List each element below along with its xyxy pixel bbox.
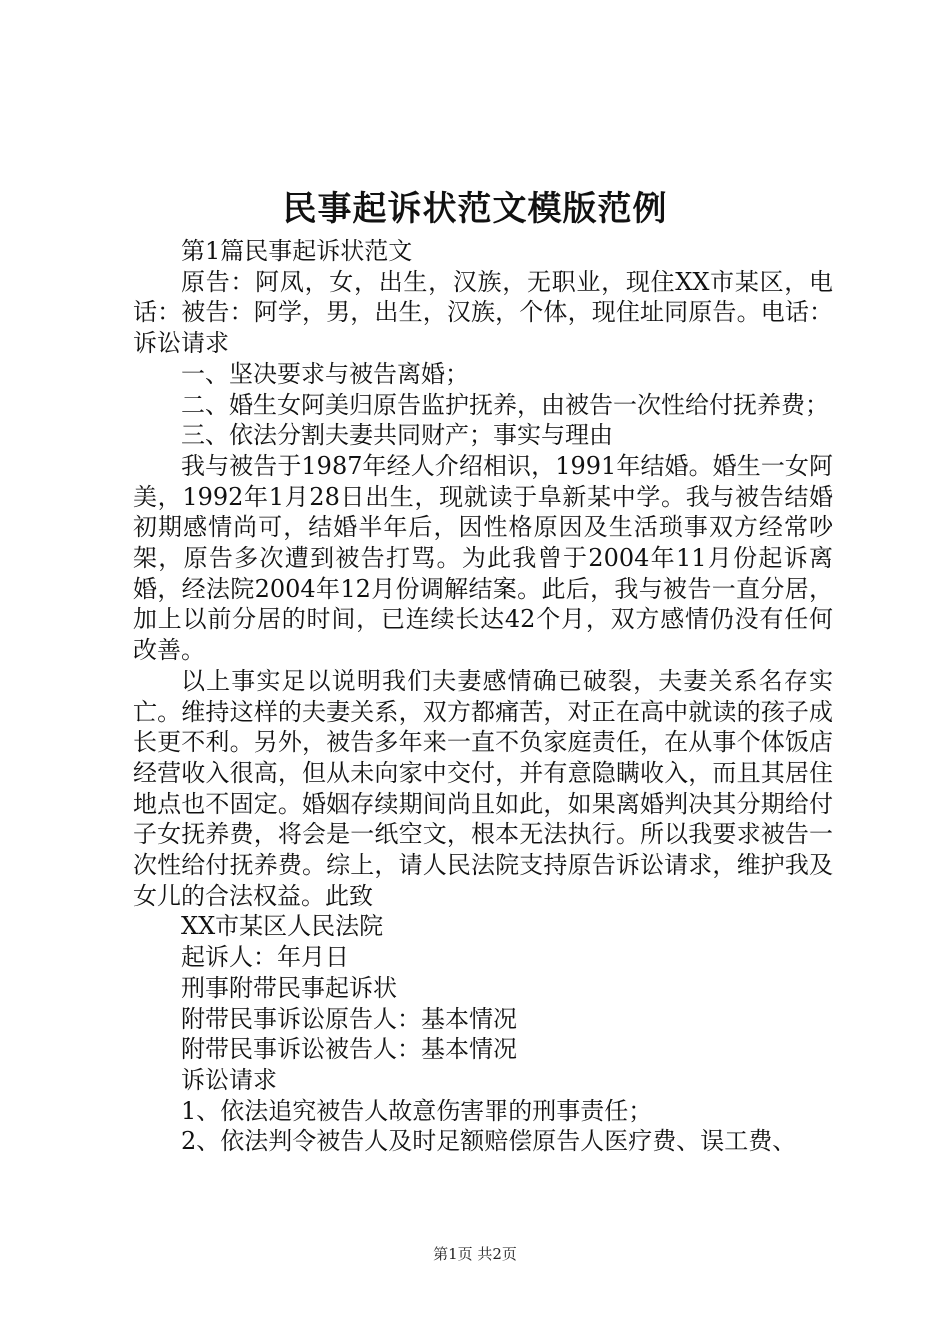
claim-item-2: 二、婚生女阿美归原告监护抚养，由被告一次性给付抚养费； <box>181 390 829 419</box>
section-heading-criminal: 刑事附带民事起诉状 <box>181 973 397 1002</box>
claim-item-3: 三、依法分割夫妻共同财产；事实与理由 <box>181 421 613 450</box>
plaintiff-signature-line: 起诉人：年月日 <box>181 943 349 972</box>
parties-paragraph: 原告：阿凤，女，出生，汉族，无职业，现住XX市某区，电话：被告：阿学，男，出生，汉族，个体，现住址同原告。电话：诉讼请求 <box>133 267 833 358</box>
section-heading: 第1篇民事起诉状范文 <box>181 237 413 265</box>
criminal-claim-item-1: 1、依法追究被告人故意伤害罪的刑事责任； <box>181 1096 653 1125</box>
claim-item-1: 一、坚决要求与被告离婚； <box>181 359 469 388</box>
document-body <box>133 236 833 1157</box>
civil-plaintiff-line: 附带民事诉讼原告人：基本情况 <box>181 1004 517 1033</box>
document-title: 民事起诉状范文模版范例 <box>282 189 668 229</box>
facts-paragraph: 我与被告于1987年经人介绍相识，1991年结婚。婚生一女阿美，1992年1月28日出生，现就读于阜新某中学。我与被告结婚初期感情尚可，结婚半年后，因性格原因及生活琐事双方经常吵架，原告多次遭到被告打骂。为此我曾于2004年11月份起诉离婚，经法院2004年12月份调解结案。此后，我与被告一直分居，加上以前分居的时间，已连续长达42个月，双方感情仍没有任何改善。 <box>133 451 833 665</box>
claims-heading: 诉讼请求 <box>181 1065 277 1094</box>
civil-defendant-line: 附带民事诉讼被告人：基本情况 <box>181 1035 517 1064</box>
criminal-claim-item-2: 2、依法判令被告人及时足额赔偿原告人医疗费、误工费、 <box>181 1127 797 1156</box>
reasons-paragraph: 以上事实足以说明我们夫妻感情确已破裂，夫妻关系名存实亡。维持这样的夫妻关系，双方都痛苦，对正在高中就读的孩子成长更不利。另外，被告多年来一直不负家庭责任，在从事个体饭店经营收入很高，但从未向家中交付，并有意隐瞒收入，而且其居住地点也不固定。婚姻存续期间尚且如此，如果离婚判决其分期给付子女抚养费，将会是一纸空文，根本无法执行。所以我要求被告一次性给付抚养费。综上，请人民法院支持原告诉讼请求，维护我及女儿的合法权益。此致 <box>133 666 833 910</box>
court-name: XX市某区人民法院 <box>181 912 384 941</box>
page-number-footer: 第1页 共2页 <box>433 1245 517 1263</box>
